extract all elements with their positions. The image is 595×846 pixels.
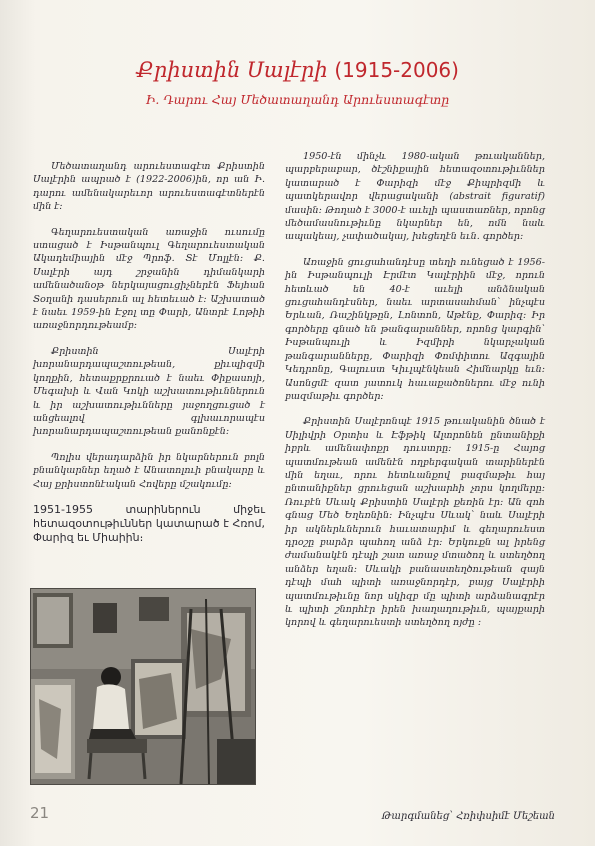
page-title bbox=[0, 58, 595, 82]
left-paragraph-5: 1951-1955 տարիներուն միջեւ հետազօտութիւններ կատարած է Հռոմ, Փարիզ եւ Միաիին։ bbox=[33, 502, 265, 544]
title-years: (1915-2006) bbox=[334, 58, 459, 82]
translator-credit: Թարգմանեց՝ Հռիփսիմէ Մեշեան bbox=[381, 811, 555, 822]
page-number: 21 bbox=[30, 804, 50, 822]
artist-photo-image bbox=[31, 589, 255, 784]
left-paragraph-4: Պոլիս վերադարձին իր նկարներուն բոլն բնանկարներ եղած է Անատոլուի բնակարը և Հայ քրիստոնէական Հովերը մշակումը։ bbox=[33, 451, 265, 490]
left-column bbox=[33, 160, 265, 557]
right-paragraph-3: Քրիստին Սալէրոնպէ 1915 թուականին ծնած է Սիլիվրի Օրտիս և Էֆթիկ Ալտրոնեն ընտանիքի իբրև ամենափոքր դուստրը։ 1915-ը Հայոց պատմութեան ամենէն ողբերգական տարիներէն մին եղաւ, որու հետևանքով բազմաթիւ հայ ընտանիքներ ցրուեցան աշխարհի չորս կողմերը։ Ռուբէն Սևակ Քրիստին Սալէրի քեռին էր։ Ան զոհ գնաց Մեծ Եղեռնին։ Ինչպէս Սևակ՝ նաև Սալէրի իր ակներևներուն հաւատարիմ և գեղարուեստ դրօշը բարձր պահող անձ էր։ Երկուքն ալ իրենց ժամանակէն դէպի շատ առաջ մտածող և ստեղծող անձեր եղան։ Սևակի բանաստեղծութեան զայն դէպի մահ պիտի առաջնորդէր, բայց Սալէրիի պատմութիւնը նոր սկիզբ մը պիտի արձանագրէր և պիտի շնորհէր իրեն խաղաղութիւն, պայքարի կորով և գեղարուեստի ստեղծող ոյժը ։ bbox=[285, 416, 545, 629]
page-subtitle: Ի. Դարու Հայ Մեծատաղանդ Արուեստագէտը bbox=[145, 92, 450, 107]
title-name: Քրիստին Սալէրի bbox=[136, 58, 328, 82]
left-paragraph-3: Քրիստին Սալէրի խորանարդապաշտութեան, քիւպիզմի կողքին, հետաքրքրուած է նաեւ Փիքասոյի, Մեգախի և Վան Կոկի աշխատութիւններուն և իր աշխատութիւնները յաջողցուցած է անցեալով գլխաւորապէս խորանարդապաշտութեան քանոնքէն։ bbox=[33, 345, 265, 438]
left-paragraph-1: Մեծատաղանդ արուեստագէտ Քրիստին Սալէրին ապրած է (1922-2006)ին, որ ան Ի. դարու ամենակարեւոր արուեստագէտներէն մին է։ bbox=[33, 161, 265, 213]
right-paragraph-1: 1950-էն մինչև 1980-ական թուականներ, պարբերաբար, ծէշնիքային հետազօտութիւններ կատարած է Փարիզի մէջ Քիպրիզմի և պատկերավոր վերացականի (abstrait figuratif) մասին։ Թողած է 3000-է աւելի պաստառներ, որոնց մեծամասնութիւնը նկարներ են, ոմն նաև ապակեայ, չափածակայ, խեցեղէն եւն. գործեր։ bbox=[285, 151, 545, 243]
right-column bbox=[285, 150, 545, 642]
right-paragraph-2: Առաջին ցուցահանդէսը տեղի ունեցած է 1956-ին Իսթանպուլի Էրմէտ Կալէրիին մէջ, որուն հետևած են 40-է աւելի անձնական ցուցահանդէսներ, նաեւ արտասահման՝ ինչպէս Երևան, Ռաշինկթըն, Լոնտոն, Աթէնք, Փարիզ։ Իր գործերը գնած են թանգարաններ, որոնց կարգին՝ Իսթանպուլի և Իզմիրի նկարչական թանգարանները, Փարիզի Փոմփիտու Ազգային Կեդրոնը, Գալուստ Կիւլպէնկեան Հիմնարկը եւն։ Ասոնցմէ զատ յատուկ հաւաքածոներու մէջ ունի բազմաթիւ գործեր։ bbox=[285, 256, 545, 402]
left-paragraph-2: Գեղարուեստական առաջին ուսումը ստացած է Իսթանպուլ Գեղարուեստական Ակադեմիային մէջ Պրոֆ. Տէ Մոլլէն։ Ք. Սալէրի այդ շրջանին դիմանկարի ամենածանօթ ներկայացուցիչներէն Ֆեյհան Տօղանի դասերուն ալ հետեւած է։ Աշխատած է նաեւ 1959-ին Էջոլ տը Փարի, Անտրէ Լոթիի առաջնորդութեամբ։ bbox=[33, 226, 265, 332]
artist-photo bbox=[30, 588, 256, 785]
